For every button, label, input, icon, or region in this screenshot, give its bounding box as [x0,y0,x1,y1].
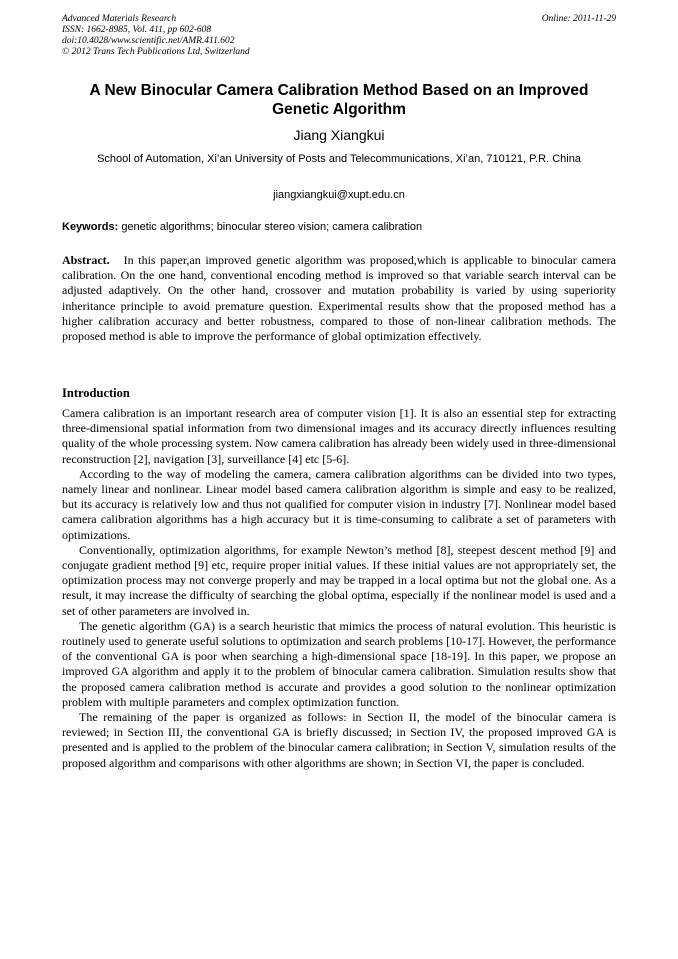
abstract-label: Abstract. [62,253,110,267]
intro-paragraph: The genetic algorithm (GA) is a search heuristic that mimics the process of natural evolution. This heuristic is routinely used to generate useful solutions to optimization and search problems [10-17]. However, the performance of the conventional GA is poor when searching a high-dimensional space [18-19]. In this paper, we propose an improved GA algorithm and apply it to the problem of binocular camera calibration. Simulation results show that the proposed camera calibration method is accurate and provides a good solution to the nonlinear optimization problem with multiple parameters and complex optimization function. [62,618,616,709]
online-date: Online: 2011-11-29 [541,14,616,24]
intro-paragraph: Camera calibration is an important research area of computer vision [1]. It is also an essential step for extracting three-dimensional spatial information from two dimensional images and its accuracy directly influences resulting quality of the whole processing system. Now camera calibration has already been widely used in three-dimensional reconstruction [2], navigation [3], surveillance [4] etc [5-6]. [62,406,616,466]
keywords-line [62,220,616,234]
keywords-label: Keywords: [62,221,119,233]
section-heading-introduction: Introduction [62,386,130,400]
author-affiliation: School of Automation, Xi’an University of Posts and Telecommunications, Xi’an, 710121, P.R. China [97,153,581,165]
paper-title: A New Binocular Camera Calibration Method Based on an Improved Genetic Algorithm [89,82,589,118]
author-email: jiangxiangkui@xupt.edu.cn [273,189,405,201]
keywords-text: genetic algorithms; binocular stereo vision; camera calibration [121,221,423,233]
doi-line: doi:10.4028/www.scientific.net/AMR.411.602 [62,36,235,46]
journal-header [62,14,616,58]
copyright-line: © 2012 Trans Tech Publications Ltd, Switzerland [62,47,250,57]
intro-paragraph: Conventionally, optimization algorithms, for example Newton’s method [8], steepest descent method [9] and conjugate gradient method [9] etc, require proper initial values. If these initial values are not appropriately set, the optimization process may not converge properly and may be trapped in a local optima but not the global one. As a result, it may increase the difficulty of searching the global optima, especially if the nonlinear model is used and a set of other parameters are involved in. [62,542,616,618]
issn-line: ISSN: 1662-8985, Vol. 411, pp 602-608 [62,25,212,35]
abstract-text: In this paper,an improved genetic algorithm was proposed,which is applicable to binocular camera calibration. On the one hand, conventional encoding method is improved so that variable search interval can be adjusted adaptively. On the other hand, crossover and mutation probability is varied by using superiority inheritance principle to avoid premature question. Experimental results show that the proposed method has a higher calibration accuracy and better robustness, compared to those of non-linear calibration methods. The proposed method is able to improve the performance of global optimization effectively. [62,253,617,344]
introduction-body [62,406,616,771]
abstract [62,253,616,344]
journal-name: Advanced Materials Research [62,14,177,24]
intro-paragraph: According to the way of modeling the camera, camera calibration algorithms can be divided into two types, namely linear and nonlinear. Linear model based camera calibration algorithm is simple and easy to be realized, but its accuracy is relatively low and thus not qualified for computer vision in industry [7]. Nonlinear model based camera calibration algorithms has a high accuracy but it is time-consuming to calibrate a set of parameters with optimizations. [62,466,616,542]
intro-paragraph: The remaining of the paper is organized as follows: in Section II, the model of the binocular camera is reviewed; in Section III, the conventional GA is briefly discussed; in Section IV, the proposed improved GA is presented and is applied to the problem of the binocular camera calibration; in Section V, simulation results of the proposed algorithm and comparisons with other algorithms are shown; in Section VI, the paper is concluded. [62,710,616,770]
author-name: Jiang Xiangkui [293,127,385,143]
